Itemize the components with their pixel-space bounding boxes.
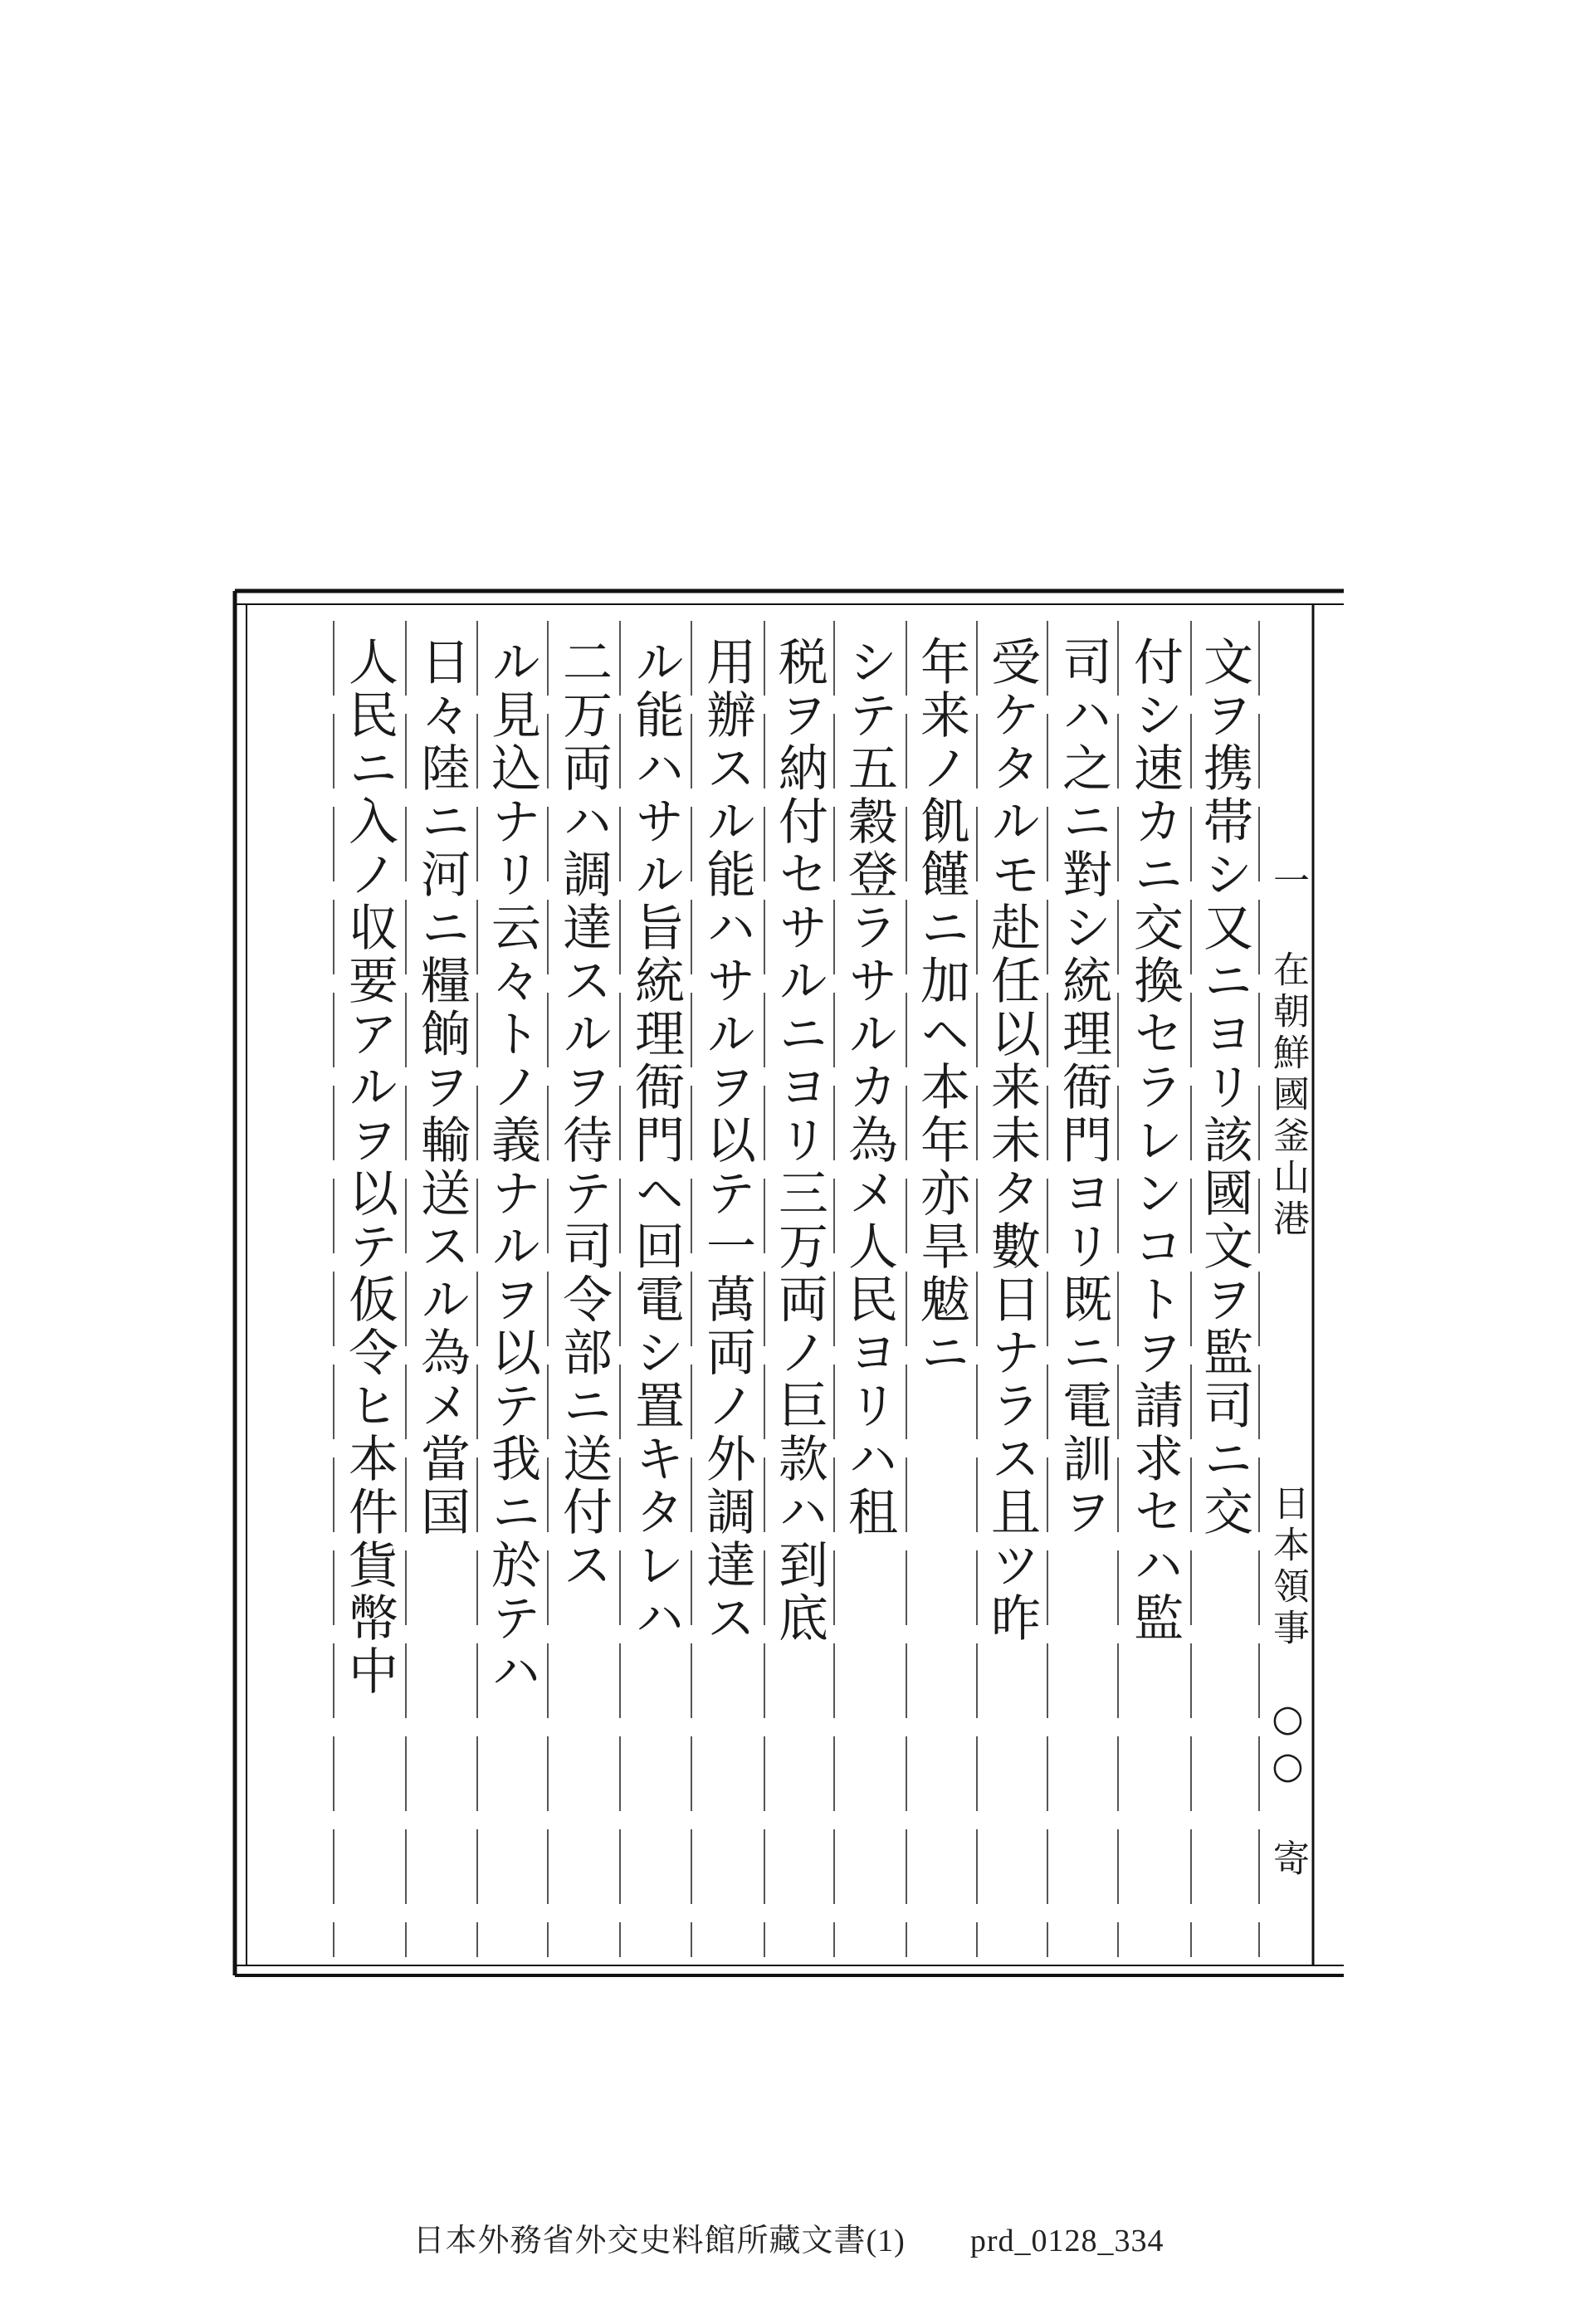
text-column-1: 文ヲ携帯シ又ニヨリ該國文ヲ監司ニ交 xyxy=(1195,636,1253,1539)
text-column-10: 二万両ハ調達スルヲ待テ司令部ニ送付ス xyxy=(554,636,613,1592)
text-column-5: 年来ノ飢饉ニ加ヘ本年亦旱魃ニ xyxy=(912,636,970,1379)
text-column-7: 税ヲ納付セサルニヨリ三万両ノ巨款ハ到底 xyxy=(770,636,828,1645)
footer-id: prd_0128_334 xyxy=(969,2224,1164,2258)
footer-source: 日本外務省外交史料館所藏文書(1) xyxy=(413,2224,906,2258)
text-column-11: ル見込ナリ云々トノ義ナルヲ以テ我ニ於テハ xyxy=(483,636,541,1698)
text-column-4: 受ケタルモ赴任以来未タ數日ナラス且ツ昨 xyxy=(983,636,1041,1645)
text-column-12: 日々陸ニ河ニ糧餉ヲ輸送スル為メ當国 xyxy=(413,636,471,1539)
text-column-9: ル能ハサル旨統理衙門ヘ回電シ置キタレハ xyxy=(627,636,685,1645)
text-column-8: 用辦スル能ハサルヲ以テ一萬両ノ外調達ス xyxy=(698,636,756,1645)
footer-caption xyxy=(0,2214,1577,2260)
side-note-top: 一 在朝鮮國釜山港 xyxy=(1267,862,1309,1241)
text-column-13: 人民ニ入ノ収要アルヲ以テ仮令ヒ本件貨幣中 xyxy=(340,636,398,1698)
text-column-3: 司ハ之ニ對シ統理衙門ヨリ既ニ電訓ヲ xyxy=(1054,636,1112,1539)
text-column-6: シテ五穀登ラサルカ為メ人民ヨリハ租 xyxy=(840,636,898,1539)
text-column-2: 付シ速カニ交換セラレンコトヲ請求セハ監 xyxy=(1125,636,1184,1645)
manuscript-frame xyxy=(230,588,1346,1978)
side-note-bottom: 日本領事 ○○ 寄 xyxy=(1267,1484,1309,1881)
